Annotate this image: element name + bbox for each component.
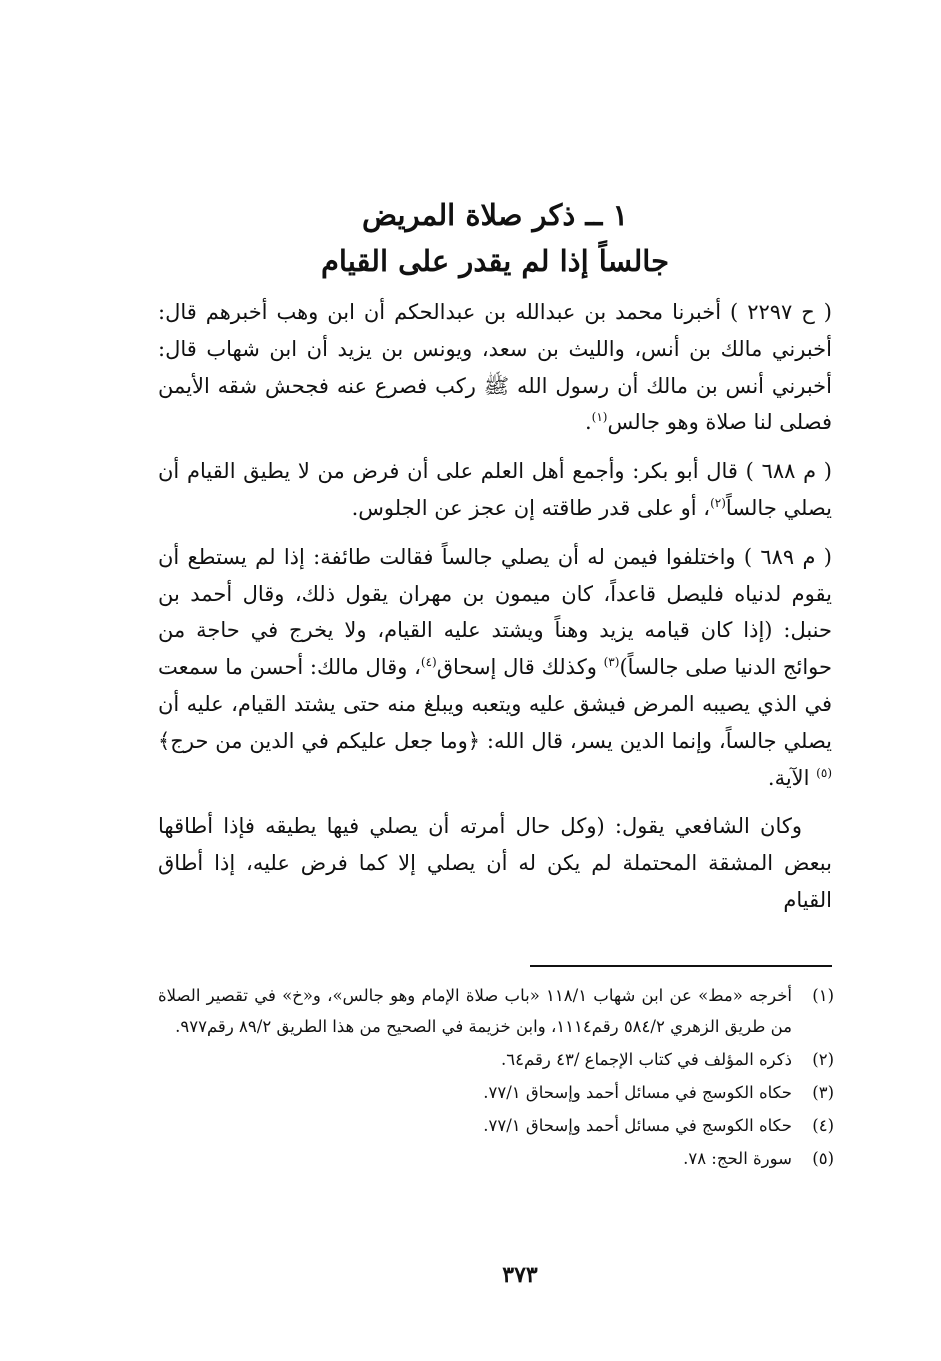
paragraph-text: وكان الشافعي يقول: (وكل حال أمرته أن يصلي فيها يطيقه فإذا أطاقها ببعض المشقة المحتملة لم يكن له أن يصلي إلا كما فرض عليه، إذا أطاق القيام: [158, 814, 832, 912]
hadith-reference: ( ح ٢٢٩٧ ): [730, 300, 832, 324]
footnote-text: حكاه الكوسج في مسائل أحمد وإسحاق ٧٧/١.: [483, 1083, 792, 1102]
paragraph-masalah-688: [158, 453, 832, 527]
footnote-number: (٣): [812, 1083, 834, 1102]
footnote-text: حكاه الكوسج في مسائل أحمد وإسحاق ٧٧/١.: [483, 1116, 792, 1135]
paragraph-text: أخبرنا محمد بن عبدالله بن عبدالحكم أن ابن وهب أخبرهم قال: أخبرني مالك بن أنس، والليث بن سعد، ويونس بن يزيد أن ابن شهاب قال: أخبرني أنس بن مالك أن رسول الله ﷺ ركب فصرع عنه فجحش شقه الأيمن فصلى لنا صلاة وهو جالس: [158, 300, 832, 435]
paragraph-end: الآية.: [767, 765, 817, 790]
main-text: [158, 294, 832, 919]
footnote-number: (٢): [812, 1050, 834, 1069]
footnote-marker-4[interactable]: (٤): [420, 655, 437, 670]
paragraph-rest: ، أو على قدر طاقته إن عجز عن الجلوس.: [351, 495, 711, 520]
footnote-text: أخرجه «مط» عن ابن شهاب ١١٨/١ «باب صلاة الإمام وهو جالس»، و«خ» في تقصير الصلاة من طريق الزهري ٥٨٤/٢ رقم١١١٤، وابن خزيمة في الصحيح من هذا الطريق ٨٩/٢ رقم٩٧٧.: [158, 986, 792, 1036]
paragraph-text: قال أبو بكر: وأجمع أهل العلم على أن فرض من لا يطيق القيام أن يصلي جالساً: [158, 459, 832, 520]
paragraph-middle: وكذلك قال إسحاق: [436, 655, 604, 680]
chapter-title-line-2: جالساً إذا لم يقدر على القيام: [320, 244, 670, 278]
footnote-1: [158, 980, 834, 1042]
masalah-reference: ( م ٦٨٩ ): [743, 544, 832, 569]
paragraph-shafii: [158, 808, 832, 918]
paragraph-text: واختلفوا فيمن له أن يصلي جالساً فقالت طائفة: إذا لم يستطع أن يقوم لدنياه فليصل قاعداً، كان ميمون بن مهران يقول ذلك، وقال أحمد بن حنبل: (إذا كان قيامه يزيد وهناً ويشتد عليه القيام، ولا يخرج في حاجة من حوائج الدنيا صلى جالساً): [158, 544, 832, 680]
paragraph-masalah-689: [158, 539, 832, 797]
footnote-marker-3[interactable]: (٣): [603, 655, 620, 670]
footnote-marker-5[interactable]: (٥): [816, 765, 832, 780]
footnote-separator: [530, 965, 832, 967]
footnote-3: [158, 1077, 834, 1108]
footnote-number: (٤): [812, 1116, 834, 1135]
page-number: ٣٧٣: [502, 1262, 538, 1288]
footnote-text: سورة الحج: ٧٨.: [683, 1149, 792, 1168]
footnote-marker-2[interactable]: (٢): [710, 495, 726, 510]
paragraph-hadith-2297: [158, 294, 832, 441]
masalah-reference: ( م ٦٨٨ ): [745, 459, 832, 484]
paragraph-end: .: [584, 410, 592, 435]
footnote-2: [158, 1044, 834, 1075]
footnote-text: ذكره المؤلف في كتاب الإجماع /٤٣ رقم٦٤.: [501, 1050, 792, 1069]
footnotes: [158, 980, 834, 1176]
footnote-5: [158, 1143, 834, 1174]
footnote-number: (٥): [812, 1149, 834, 1168]
chapter-heading: [160, 192, 830, 284]
footnote-4: [158, 1110, 834, 1141]
footnote-number: (١): [812, 986, 834, 1005]
paragraph-middle-2: ، وقال مالك: أحسن ما سمعت في الذي يصيبه المرض فيشق عليه ويتعبه ويبلغ منه حتى يشتد القيام، عليه أن يصلي جالساً، وإنما الدين يسر، قال الله: ﴿وما جعل عليكم في الدين من حرج﴾: [158, 655, 832, 753]
footnote-marker-1[interactable]: (١): [591, 410, 608, 425]
chapter-title-line-1: ١ ــ ذكر صلاة المريض: [361, 198, 629, 232]
